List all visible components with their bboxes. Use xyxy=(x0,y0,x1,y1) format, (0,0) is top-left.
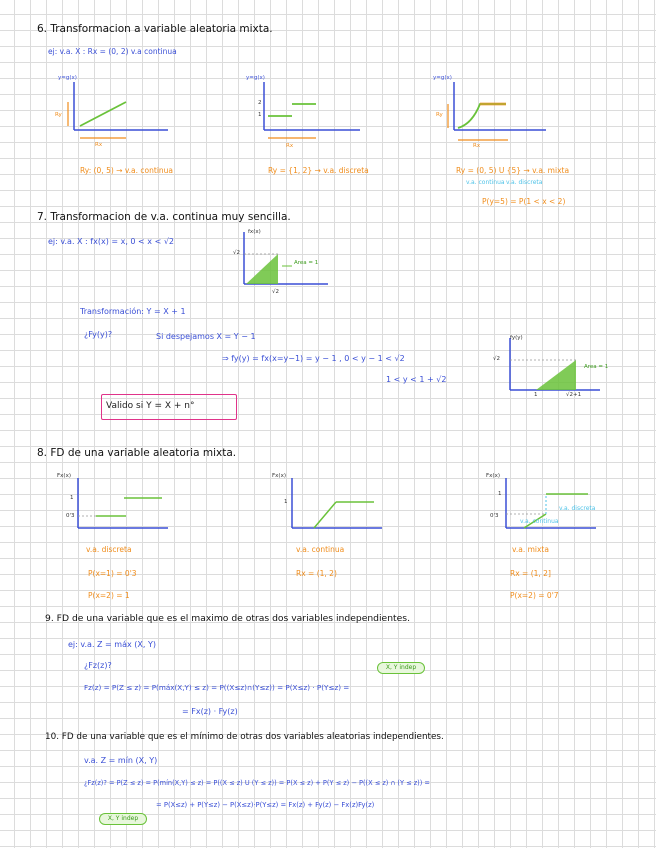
graph-8a-ylabel: Fx(x) xyxy=(57,473,71,479)
graph-7a-ytick: √2 xyxy=(233,250,241,256)
graph-6a-ylabel: y=g(x) xyxy=(58,75,77,81)
graph-7b-xtick2: √2+1 xyxy=(566,392,582,398)
graph-7b-ytick: √2 xyxy=(493,356,501,362)
graph-8a-p1: P(x=1) = 0'3 xyxy=(88,569,137,578)
graph-8a-caption: v.a. discreta xyxy=(86,545,132,554)
graph-6b-ytick-2: 2 xyxy=(258,100,262,106)
graph-8c-prob: P(x=2) = 0'7 xyxy=(510,591,559,600)
graph-7a xyxy=(236,228,336,298)
graph-6c-ylabel: y=g(x) xyxy=(433,75,452,81)
graph-6a xyxy=(50,74,180,154)
graph-6b-caption: Ry = {1, 2} → v.a. discreta xyxy=(268,166,369,175)
section-7-transform: Transformación: Y = X + 1 xyxy=(80,307,186,316)
graph-6a-caption: Ry: (0, 5) → v.a. continua xyxy=(80,166,174,175)
graph-8a-t2: 0'3 xyxy=(66,513,75,519)
graph-8c-caption: v.a. mixta xyxy=(512,545,549,554)
graph-6b-xrange: Rx xyxy=(286,143,294,149)
graph-7a-area: Area = 1 xyxy=(294,260,319,266)
graph-8a xyxy=(56,472,176,542)
section-7-question: ¿Fy(y)? xyxy=(84,330,113,339)
graph-6c-xrange: Rx xyxy=(473,143,481,149)
graph-8c-ylabel: Fx(x) xyxy=(486,473,500,479)
graph-7a-ylabel: fx(x) xyxy=(248,229,261,235)
graph-8c-note1: v.a. discreta xyxy=(559,505,596,512)
graph-6b-ylabel: y=g(x) xyxy=(246,75,265,81)
section-9-line2: = Fx(z) · Fy(z) xyxy=(182,707,238,716)
section-7-title: 7. Transformacion de v.a. continua muy sencilla. xyxy=(37,211,291,223)
graph-8b-ylabel: Fx(x) xyxy=(272,473,286,479)
graph-6c-ytick: Ry xyxy=(436,112,443,118)
graph-7b-area: Area = 1 xyxy=(584,364,609,370)
section-9-title: 9. FD de una variable que es el maximo de otras dos variables independientes. xyxy=(45,613,410,624)
graph-6c-prob: P(y=5) = P(1 < x < 2) xyxy=(482,197,566,206)
graph-8a-t1: 1 xyxy=(70,495,74,501)
section-7-despeje: Si despejamos X = Y − 1 xyxy=(156,332,256,341)
section-8-title: 8. FD de una variable aleatoria mixta. xyxy=(37,447,237,459)
section-10-line1: ¿Fz(z)? = P(Z ≤ z) = P(mín(X,Y) ≤ z) = P((X ≤ z) U (Y ≤ z)) = P(X ≤ z) + P(Y ≤ z) − P((X ≤ z) ∩ (Y ≤ z)) = xyxy=(84,779,430,787)
graph-8b-caption: v.a. continua xyxy=(296,545,345,554)
graph-6c xyxy=(428,74,558,154)
graph-8a-p2: P(x=2) = 1 xyxy=(88,591,130,600)
graph-8b-range: Rx = (1, 2) xyxy=(296,569,337,578)
section-9-example: ej: v.a. Z = máx (X, Y) xyxy=(68,640,156,649)
graph-6b-ytick-1: 1 xyxy=(258,112,262,118)
graph-6c-sub2: v.a. discreta xyxy=(506,179,543,186)
section-7-example: ej: v.a. X : fx(x) = x, 0 < x < √2 xyxy=(48,237,175,246)
graph-6c-sub1: v.a. continua xyxy=(466,179,505,186)
graph-8c-note2: v.a. continua xyxy=(520,518,559,525)
graph-7b-ylabel: fy(y) xyxy=(510,335,523,341)
section-10-line2: = P(X≤z) + P(Y≤z) − P(X≤z)·P(Y≤z) = Fx(z) + Fy(z) − Fx(z)Fy(z) xyxy=(156,801,375,809)
graph-6a-ytick: Ry xyxy=(55,112,62,118)
section-9-badge: X, Y indep xyxy=(377,662,425,674)
graph-7a-xtick: √2 xyxy=(272,289,280,295)
graph-8c-t2: 0'3 xyxy=(490,513,499,519)
validity-text: Valido si Y = X + n° xyxy=(106,401,195,411)
graph-8b xyxy=(270,472,390,542)
section-7-range: 1 < y < 1 + √2 xyxy=(386,375,447,384)
section-9-question: ¿Fz(z)? xyxy=(84,661,112,670)
graph-8b-t1: 1 xyxy=(284,499,288,505)
section-10-title: 10. FD de una variable que es el mínimo de otras dos variables aleatorias independientes. xyxy=(45,732,444,742)
graph-6a-xrange: Rx xyxy=(95,142,103,148)
graph-7b-xtick1: 1 xyxy=(534,392,538,398)
section-10-badge: X, Y indep xyxy=(99,813,147,825)
section-6-example: ej: v.a. X : Rx = (0, 2) v.a continua xyxy=(48,47,177,56)
section-10-example: v.a. Z = mín (X, Y) xyxy=(84,756,158,765)
graph-8c-range: Rx = (1, 2] xyxy=(510,569,551,578)
section-6-title: 6. Transformacion a variable aleatoria mixta. xyxy=(37,23,273,35)
graph-8c-t1: 1 xyxy=(498,491,502,497)
section-9-line1: Fz(z) = P(Z ≤ z) = P(máx(X,Y) ≤ z) = P((X≤z)∩(Y≤z)) = P(X≤z) · P(Y≤z) = xyxy=(84,683,350,692)
graph-6c-caption: Ry = (0, 5) U {5} → v.a. mixta xyxy=(456,166,570,175)
section-7-result: ⇒ fy(y) = fx(x=y−1) = y − 1 , 0 < y − 1 < √2 xyxy=(222,354,405,363)
